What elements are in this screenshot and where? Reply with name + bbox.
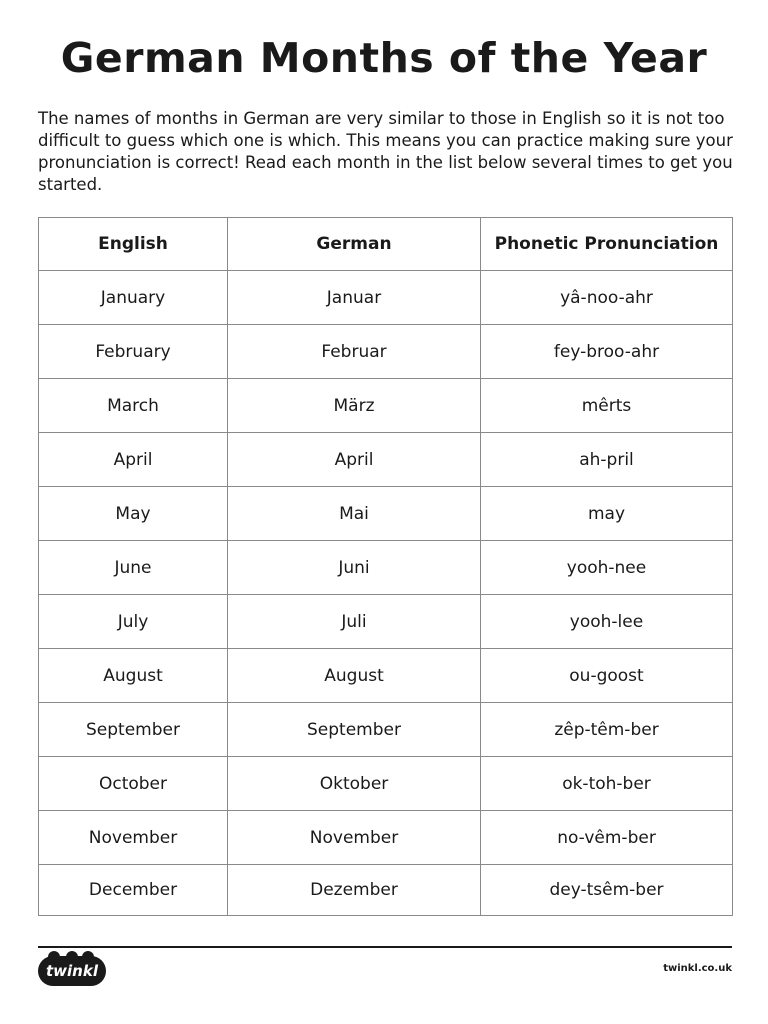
intro-paragraph: The names of months in German are very similar to those in English so it is not too difficult to guess which one is which. This means you can practice making sure your pronunciation is correct! Read each month in the list below several times to get you started. bbox=[38, 109, 733, 194]
months-table bbox=[38, 217, 733, 916]
pronunciation-cell: ou-goost bbox=[481, 649, 733, 703]
table-header-row bbox=[39, 218, 733, 271]
pronunciation-cell: may bbox=[481, 487, 733, 541]
table-row bbox=[39, 487, 733, 541]
english-cell: June bbox=[39, 541, 228, 595]
table-row bbox=[39, 433, 733, 487]
english-cell: October bbox=[39, 757, 228, 811]
english-cell: May bbox=[39, 487, 228, 541]
pronunciation-cell: no-vêm-ber bbox=[481, 811, 733, 865]
german-cell: Oktober bbox=[228, 757, 481, 811]
german-cell: Dezember bbox=[228, 865, 481, 916]
german-cell: September bbox=[228, 703, 481, 757]
english-cell: April bbox=[39, 433, 228, 487]
german-cell: Juni bbox=[228, 541, 481, 595]
german-cell: Mai bbox=[228, 487, 481, 541]
logo-text: twinkl bbox=[46, 962, 98, 980]
table-row bbox=[39, 325, 733, 379]
pronunciation-cell: yooh-lee bbox=[481, 595, 733, 649]
pronunciation-cell: zêp-têm-ber bbox=[481, 703, 733, 757]
german-cell: April bbox=[228, 433, 481, 487]
english-cell: August bbox=[39, 649, 228, 703]
german-cell: Januar bbox=[228, 271, 481, 325]
pronunciation-cell: ok-toh-ber bbox=[481, 757, 733, 811]
english-cell: December bbox=[39, 865, 228, 916]
column-header-pronunciation: Phonetic Pronunciation bbox=[481, 218, 733, 271]
english-cell: July bbox=[39, 595, 228, 649]
pronunciation-cell: dey-tsêm-ber bbox=[481, 865, 733, 916]
table-row bbox=[39, 811, 733, 865]
german-cell: März bbox=[228, 379, 481, 433]
english-cell: September bbox=[39, 703, 228, 757]
english-cell: February bbox=[39, 325, 228, 379]
german-cell: Februar bbox=[228, 325, 481, 379]
page-title: German Months of the Year bbox=[60, 34, 708, 82]
table-row bbox=[39, 541, 733, 595]
german-cell: August bbox=[228, 649, 481, 703]
twinkl-logo bbox=[38, 956, 106, 986]
pronunciation-cell: fey-broo-ahr bbox=[481, 325, 733, 379]
german-cell: November bbox=[228, 811, 481, 865]
table-row bbox=[39, 757, 733, 811]
table-row bbox=[39, 703, 733, 757]
pronunciation-cell: mêrts bbox=[481, 379, 733, 433]
german-cell: Juli bbox=[228, 595, 481, 649]
english-cell: March bbox=[39, 379, 228, 433]
column-header-english: English bbox=[39, 218, 228, 271]
table-row bbox=[39, 595, 733, 649]
column-header-german: German bbox=[228, 218, 481, 271]
english-cell: November bbox=[39, 811, 228, 865]
pronunciation-cell: yooh-nee bbox=[481, 541, 733, 595]
footer-divider bbox=[38, 946, 732, 948]
table-row bbox=[39, 865, 733, 916]
table-row bbox=[39, 649, 733, 703]
table-row bbox=[39, 379, 733, 433]
table-row bbox=[39, 271, 733, 325]
pronunciation-cell: yâ-noo-ahr bbox=[481, 271, 733, 325]
site-url: twinkl.co.uk bbox=[663, 963, 732, 974]
pronunciation-cell: ah-pril bbox=[481, 433, 733, 487]
english-cell: January bbox=[39, 271, 228, 325]
